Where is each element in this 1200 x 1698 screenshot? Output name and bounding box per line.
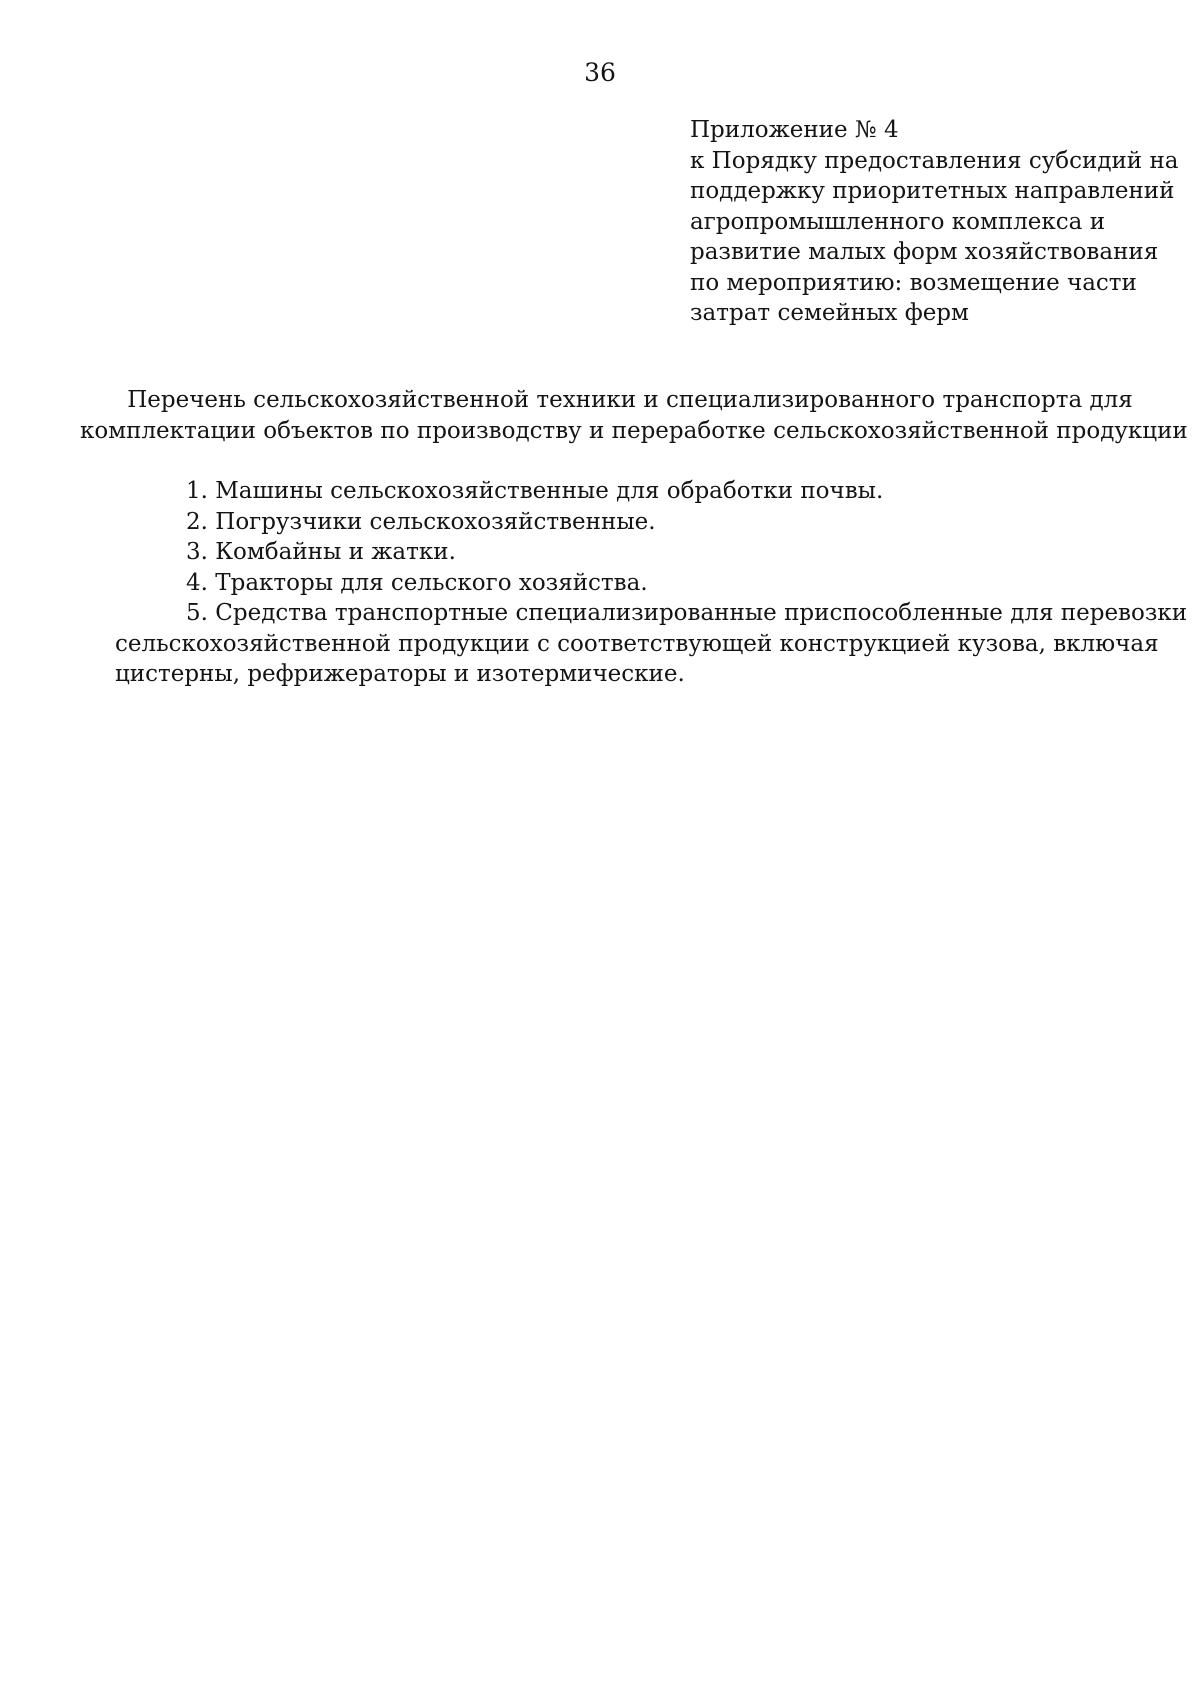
page-number: 36 [584,58,616,87]
list-item-line: сельскохозяйственной продукции с соответствующей конструкцией кузова, включая [115,630,1159,657]
list-item-line: 5. Средства транспортные специализированные приспособленные для перевозки [186,600,1188,626]
list-item: 2. Погрузчики сельскохозяйственные. [186,508,656,535]
appendix-header [690,115,1179,329]
title-line: Перечень сельскохозяйственной техники и специализированного транспорта для [127,387,1133,413]
appendix-line: агропромышленного комплекса и [690,208,1106,235]
title-line: комплектации объектов по производству и переработке сельскохозяйственной продукции [80,418,1188,444]
list-item-line: цистерны, рефрижераторы и изотермические. [115,661,685,687]
appendix-line: к Порядку предоставления субсидий на [690,147,1179,174]
appendix-line: по мероприятию: возмещение части [690,269,1137,296]
list-item: 1. Машины сельскохозяйственные для обработки почвы. [186,478,884,504]
document-title [80,385,1188,447]
appendix-line: развитие малых форм хозяйствования [690,239,1159,265]
equipment-list [115,476,1188,690]
appendix-line: Приложение № 4 [690,117,899,143]
list-item [115,598,1188,690]
appendix-line: затрат семейных ферм [690,300,969,326]
list-item: 3. Комбайны и жатки. [186,539,456,565]
appendix-line: поддержку приоритетных направлений [690,178,1175,204]
list-item: 4. Тракторы для сельского хозяйства. [186,569,648,596]
